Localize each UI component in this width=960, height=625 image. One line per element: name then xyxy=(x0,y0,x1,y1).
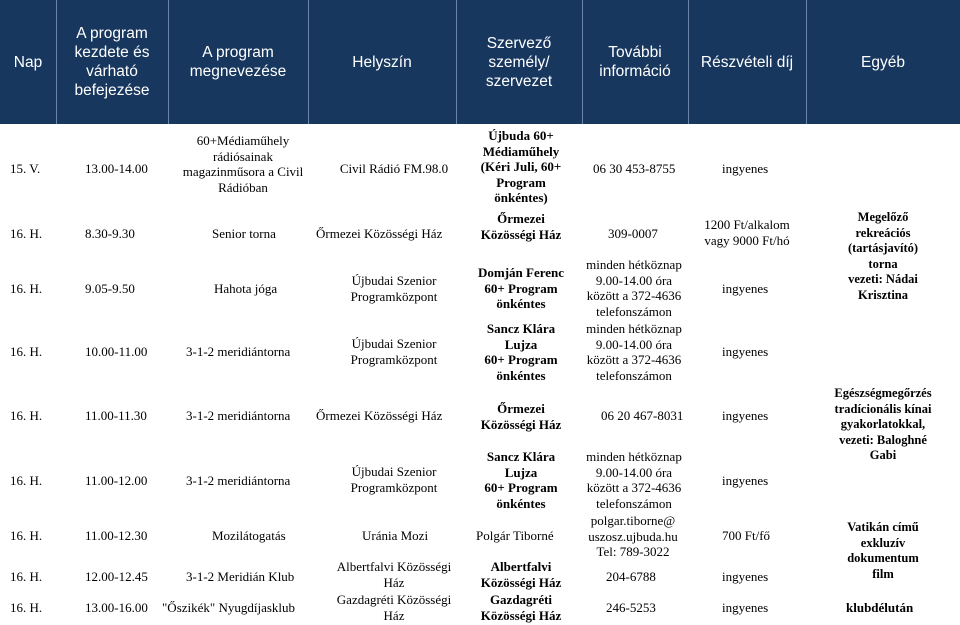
row-day: 16. H. xyxy=(10,281,43,296)
row-program-name: 3-1-2 meridiántorna xyxy=(186,408,291,423)
row-day: 16. H. xyxy=(10,528,43,543)
header-divider xyxy=(688,0,689,124)
row-info: 06 20 467-8031 xyxy=(601,408,684,423)
row-location: Albertfalvi Közösségi Ház xyxy=(336,559,452,590)
row-location: Gazdagréti Közösségi Ház xyxy=(336,592,452,623)
row-location: Újbudai Szenior Programközpont xyxy=(350,336,438,367)
row-location: Őrmezei Közösségi Ház xyxy=(316,408,443,423)
header-divider xyxy=(168,0,169,124)
row-fee: 1200 Ft/alkalom vagy 9000 Ft/hó xyxy=(704,217,790,248)
row-organizer: Gazdagréti Közösségi Ház xyxy=(480,592,562,623)
row-fee: ingyenes xyxy=(722,408,769,423)
row-info: 204-6788 xyxy=(606,569,656,584)
row-fee: ingyenes xyxy=(722,161,769,176)
row-location: Uránia Mozi xyxy=(362,528,429,543)
row-time: 13.00-14.00 xyxy=(85,161,148,176)
row-day: 15. V. xyxy=(10,161,41,176)
row-day: 16. H. xyxy=(10,473,43,488)
row-location: Újbudai Szenior Programközpont xyxy=(350,464,438,495)
row-program-name: 3-1-2 Meridián Klub xyxy=(186,569,295,584)
row-time: 13.00-16.00 xyxy=(85,600,148,615)
row-time: 11.00-11.30 xyxy=(85,408,147,423)
row-program-name: 3-1-2 meridiántorna xyxy=(186,473,291,488)
header-start-end: A program kezdete és várható befejezése xyxy=(74,25,150,99)
row-day: 16. H. xyxy=(10,344,43,359)
header-nap: Nap xyxy=(13,53,43,71)
row-fee: ingyenes xyxy=(722,344,769,359)
row-program-name: 60+Médiaműhely rádiósainak magazinműsora a Civil Rádióban xyxy=(182,133,304,195)
row-program-name: 3-1-2 meridiántorna xyxy=(186,344,291,359)
row-info: 06 30 453-8755 xyxy=(593,161,676,176)
row-day: 16. H. xyxy=(10,226,43,241)
row-organizer: Albertfalvi Közösségi Ház xyxy=(480,559,562,590)
row-info: minden hétköznap 9.00-14.00 óra között a 372-4636 telefonszámon xyxy=(586,321,682,383)
row-location: Őrmezei Közösségi Ház xyxy=(316,226,443,241)
header-organizer: Szervező személy/ szervezet xyxy=(485,34,553,90)
row-day: 16. H. xyxy=(10,600,43,615)
row-location: Újbudai Szenior Programközpont xyxy=(350,273,438,304)
row-info: 246-5253 xyxy=(606,600,656,615)
other-note: Vatikán című exkluzív dokumentum film xyxy=(847,520,919,581)
row-info: polgar.tiborne@ uszosz.ujbuda.hu Tel: 789-3022 xyxy=(588,513,678,559)
row-program-name: "Őszikék" Nyugdíjasklub xyxy=(162,600,296,615)
header-location: Helyszín xyxy=(352,53,412,71)
row-time: 11.00-12.00 xyxy=(85,473,148,488)
row-time: 11.00-12.30 xyxy=(85,528,148,543)
header-divider xyxy=(806,0,807,124)
row-program-name: Senior torna xyxy=(212,226,276,241)
other-note: Egészségmegőrzés tradícionális kínai gyakorlatokkal, vezeti: Baloghné Gabi xyxy=(834,386,932,462)
row-organizer: Sancz Klára Lujza 60+ Program önkéntes xyxy=(484,449,558,511)
row-day: 16. H. xyxy=(10,569,43,584)
header-other: Egyéb xyxy=(861,53,905,71)
header-fee: Részvételi díj xyxy=(700,53,794,71)
row-fee: ingyenes xyxy=(722,473,769,488)
row-other: klubdélután xyxy=(846,600,914,615)
row-program-name: Mozilátogatás xyxy=(212,528,286,543)
row-organizer: Újbuda 60+ Médiaműhely (Kéri Juli, 60+ Program önkéntes) xyxy=(480,128,562,205)
row-organizer: Domján Ferenc 60+ Program önkéntes xyxy=(477,265,565,311)
row-time: 9.05-9.50 xyxy=(85,281,135,296)
other-note: Megelőző rekreációs (tartásjavító) torna vezeti: Nádai Krisztina xyxy=(847,210,919,302)
row-organizer: Őrmezei Közösségi Ház xyxy=(480,401,562,432)
row-time: 10.00-11.00 xyxy=(85,344,148,359)
header-divider xyxy=(456,0,457,124)
row-organizer: Őrmezei Közösségi Ház xyxy=(480,211,562,242)
header-divider xyxy=(56,0,57,124)
row-fee: ingyenes xyxy=(722,281,769,296)
row-info: minden hétköznap 9.00-14.00 óra között a 372-4636 telefonszámon xyxy=(586,449,682,511)
row-program-name: Hahota jóga xyxy=(214,281,278,296)
row-time: 12.00-12.45 xyxy=(85,569,148,584)
row-location: Civil Rádió FM.98.0 xyxy=(339,161,449,176)
header-divider xyxy=(308,0,309,124)
row-organizer: Sancz Klára Lujza 60+ Program önkéntes xyxy=(484,321,558,383)
row-info: 309-0007 xyxy=(608,226,658,241)
row-organizer: Polgár Tiborné xyxy=(476,528,554,543)
row-day: 16. H. xyxy=(10,408,43,423)
row-fee: 700 Ft/fő xyxy=(722,528,771,543)
row-time: 8.30-9.30 xyxy=(85,226,135,241)
row-fee: ingyenes xyxy=(722,569,769,584)
row-fee: ingyenes xyxy=(722,600,769,615)
header-more-info: További információ xyxy=(599,44,671,80)
header-divider xyxy=(582,0,583,124)
row-info: minden hétköznap 9.00-14.00 óra között a 372-4636 telefonszámon xyxy=(586,257,682,319)
header-program-name: A program megnevezése xyxy=(189,44,287,80)
